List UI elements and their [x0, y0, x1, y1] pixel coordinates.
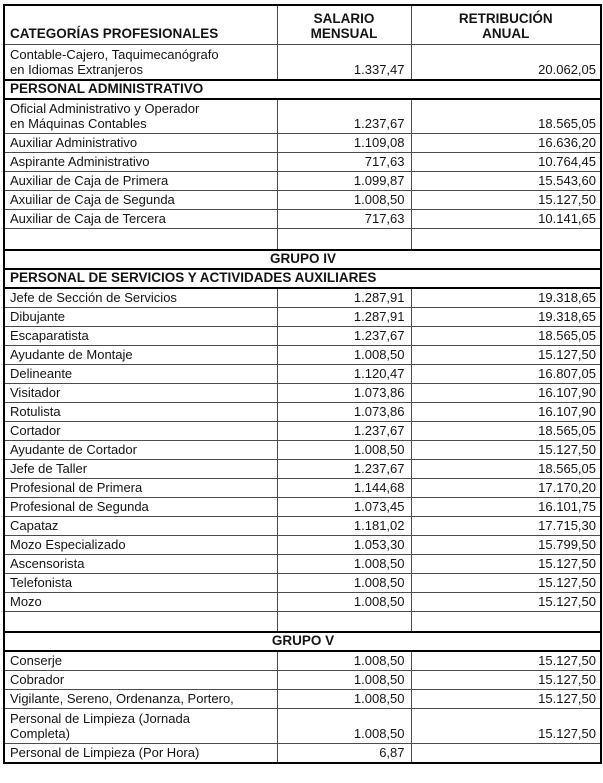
table-row	[4, 153, 601, 172]
header-categories: CATEGORÍAS PROFESIONALES	[4, 5, 277, 45]
annual-pay-cell: 15.127,50	[411, 573, 601, 592]
annual-pay-cell: 15.127,50	[411, 440, 601, 459]
blank-cell	[411, 611, 601, 632]
table-row	[4, 421, 601, 440]
group-row	[4, 632, 601, 651]
monthly-salary-cell: 1.008,50	[277, 573, 411, 592]
category-cell: Delineante	[4, 364, 277, 383]
table-row	[4, 592, 601, 611]
blank-row	[4, 229, 601, 250]
monthly-salary-cell: 1.181,02	[277, 516, 411, 535]
header-annual-line1: RETRIBUCIÓN	[458, 11, 553, 26]
header-annual-pay	[411, 5, 601, 45]
category-cell: Contable-Cajero, Taquimecanógrafo en Idiomas Extranjeros	[4, 45, 277, 80]
table-header	[4, 5, 601, 45]
monthly-salary-cell: 1.008,50	[277, 554, 411, 573]
annual-pay-cell	[411, 744, 601, 764]
monthly-salary-cell: 1.008,50	[277, 690, 411, 709]
category-cell: Personal de Limpieza (Por Hora)	[4, 744, 277, 764]
annual-pay-cell: 15.127,50	[411, 671, 601, 690]
monthly-salary-cell: 1.144,68	[277, 478, 411, 497]
category-cell: Mozo Especializado	[4, 535, 277, 554]
monthly-salary-cell: 1.053,30	[277, 535, 411, 554]
annual-pay-cell: 15.127,50	[411, 592, 601, 611]
annual-pay-cell: 15.127,50	[411, 554, 601, 573]
blank-cell	[4, 229, 277, 250]
category-cell: Profesional de Segunda	[4, 497, 277, 516]
monthly-salary-cell: 1.099,87	[277, 172, 411, 191]
blank-cell	[411, 229, 601, 250]
table-row	[4, 497, 601, 516]
table-row	[4, 191, 601, 210]
table-row	[4, 709, 601, 744]
annual-pay-cell: 18.565,05	[411, 326, 601, 345]
annual-pay-cell: 10.764,45	[411, 153, 601, 172]
blank-cell	[4, 611, 277, 632]
category-cell: Escaparatista	[4, 326, 277, 345]
monthly-salary-cell: 1.008,50	[277, 592, 411, 611]
monthly-salary-cell: 717,63	[277, 153, 411, 172]
header-annual-line2: ANUAL	[482, 26, 530, 41]
category-cell: Telefonista	[4, 573, 277, 592]
table-row	[4, 440, 601, 459]
monthly-salary-cell: 6,87	[277, 744, 411, 764]
group-label: GRUPO V	[4, 632, 601, 651]
monthly-salary-cell: 1.073,45	[277, 497, 411, 516]
group-label: GRUPO IV	[4, 250, 601, 269]
category-cell: Aspirante Administrativo	[4, 153, 277, 172]
monthly-salary-cell: 1.237,67	[277, 326, 411, 345]
table-row	[4, 690, 601, 709]
section-row	[4, 269, 601, 288]
group-row	[4, 250, 601, 269]
monthly-salary-cell: 1.008,50	[277, 671, 411, 690]
annual-pay-cell: 15.127,50	[411, 690, 601, 709]
annual-pay-cell: 16.107,90	[411, 402, 601, 421]
table-row	[4, 172, 601, 191]
blank-cell	[277, 611, 411, 632]
annual-pay-cell: 16.107,90	[411, 383, 601, 402]
header-monthly-line1: SALARIO	[313, 11, 375, 26]
blank-row	[4, 611, 601, 632]
monthly-salary-cell: 1.008,50	[277, 440, 411, 459]
table-row	[4, 307, 601, 326]
section-label: PERSONAL DE SERVICIOS Y ACTIVIDADES AUXILIARES	[4, 269, 601, 288]
annual-pay-cell: 15.127,50	[411, 651, 601, 671]
annual-pay-cell: 16.101,75	[411, 497, 601, 516]
blank-cell	[277, 229, 411, 250]
section-label: PERSONAL ADMINISTRATIVO	[4, 80, 601, 99]
table-row	[4, 535, 601, 554]
section-row	[4, 80, 601, 99]
category-cell: Cortador	[4, 421, 277, 440]
category-cell: Auxiliar Administrativo	[4, 134, 277, 153]
table-body	[4, 45, 601, 764]
table-row	[4, 744, 601, 764]
monthly-salary-cell: 1.008,50	[277, 345, 411, 364]
monthly-salary-cell: 1.237,67	[277, 99, 411, 134]
annual-pay-cell: 18.565,05	[411, 459, 601, 478]
table-row	[4, 45, 601, 80]
monthly-salary-cell: 1.008,50	[277, 709, 411, 744]
annual-pay-cell: 15.127,50	[411, 709, 601, 744]
annual-pay-cell: 19.318,65	[411, 288, 601, 308]
annual-pay-cell: 20.062,05	[411, 45, 601, 80]
table-row	[4, 554, 601, 573]
category-cell: Dibujante	[4, 307, 277, 326]
header-monthly-salary	[277, 5, 411, 45]
annual-pay-cell: 17.170,20	[411, 478, 601, 497]
category-cell: Capataz	[4, 516, 277, 535]
category-cell: Auxiliar de Caja de Tercera	[4, 210, 277, 229]
table-row	[4, 671, 601, 690]
monthly-salary-cell: 1.008,50	[277, 191, 411, 210]
category-cell: Rotulista	[4, 402, 277, 421]
category-cell: Conserje	[4, 651, 277, 671]
monthly-salary-cell: 1.237,67	[277, 421, 411, 440]
category-cell: Jefe de Taller	[4, 459, 277, 478]
header-monthly-line2: MENSUAL	[310, 26, 378, 41]
table-row	[4, 516, 601, 535]
table-row	[4, 345, 601, 364]
annual-pay-cell: 18.565,05	[411, 421, 601, 440]
monthly-salary-cell: 1.008,50	[277, 651, 411, 671]
monthly-salary-cell: 1.287,91	[277, 307, 411, 326]
category-cell: Ayudante de Cortador	[4, 440, 277, 459]
category-cell: Ayudante de Montaje	[4, 345, 277, 364]
annual-pay-cell: 16.636,20	[411, 134, 601, 153]
monthly-salary-cell: 1.337,47	[277, 45, 411, 80]
category-cell: Jefe de Sección de Servicios	[4, 288, 277, 308]
table-row	[4, 364, 601, 383]
monthly-salary-cell: 1.073,86	[277, 383, 411, 402]
annual-pay-cell: 15.799,50	[411, 535, 601, 554]
annual-pay-cell: 15.127,50	[411, 191, 601, 210]
monthly-salary-cell: 1.287,91	[277, 288, 411, 308]
monthly-salary-cell: 1.073,86	[277, 402, 411, 421]
table-row	[4, 651, 601, 671]
table-row	[4, 459, 601, 478]
category-cell: Oficial Administrativo y Operador en Máquinas Contables	[4, 99, 277, 134]
monthly-salary-cell: 1.237,67	[277, 459, 411, 478]
salary-table	[3, 4, 602, 764]
table-row	[4, 326, 601, 345]
table-row	[4, 402, 601, 421]
annual-pay-cell: 19.318,65	[411, 307, 601, 326]
table-row	[4, 134, 601, 153]
annual-pay-cell: 18.565,05	[411, 99, 601, 134]
annual-pay-cell: 17.715,30	[411, 516, 601, 535]
table-row	[4, 383, 601, 402]
annual-pay-cell: 15.543,60	[411, 172, 601, 191]
annual-pay-cell: 10.141,65	[411, 210, 601, 229]
category-cell: Ascensorista	[4, 554, 277, 573]
monthly-salary-cell: 717,63	[277, 210, 411, 229]
header-row	[4, 5, 601, 45]
category-cell: Profesional de Primera	[4, 478, 277, 497]
table-row	[4, 573, 601, 592]
category-cell: Visitador	[4, 383, 277, 402]
annual-pay-cell: 15.127,50	[411, 345, 601, 364]
category-cell: Vigilante, Sereno, Ordenanza, Portero,	[4, 690, 277, 709]
category-cell: Personal de Limpieza (Jornada Completa)	[4, 709, 277, 744]
table-row	[4, 210, 601, 229]
table-row	[4, 288, 601, 308]
category-cell: Cobrador	[4, 671, 277, 690]
table-row	[4, 99, 601, 134]
table-row	[4, 478, 601, 497]
monthly-salary-cell: 1.109,08	[277, 134, 411, 153]
category-cell: Auxiliar de Caja de Primera	[4, 172, 277, 191]
monthly-salary-cell: 1.120,47	[277, 364, 411, 383]
annual-pay-cell: 16.807,05	[411, 364, 601, 383]
category-cell: Mozo	[4, 592, 277, 611]
category-cell: Axuiliar de Caja de Segunda	[4, 191, 277, 210]
